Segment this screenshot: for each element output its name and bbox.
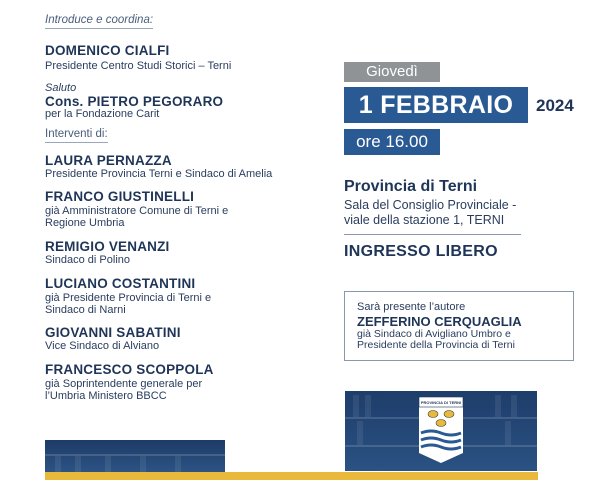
author-role: Presidente della Provincia di Terni — [357, 339, 515, 351]
time-badge: ore 16.00 — [344, 129, 440, 155]
speaker-name: REMIGIO VENANZI — [45, 239, 170, 254]
author-role: già Sindaco di Avigliano Umbro e — [357, 328, 511, 340]
venue-title: Provincia di Terni — [344, 178, 478, 195]
intro-label: Introduce e coordina: — [45, 14, 153, 29]
divider — [344, 234, 521, 235]
speaker-role: già Amministratore Comune di Terni e — [45, 205, 229, 217]
interventi-label: Interventi di: — [45, 128, 108, 143]
speaker-role: Sindaco di Narni — [45, 304, 126, 316]
moderator-name: DOMENICO CIALFI — [45, 43, 170, 58]
speaker-name: LUCIANO COSTANTINI — [45, 276, 196, 291]
speaker-role: già Soprintendente generale per — [45, 378, 203, 390]
speaker-name: LAURA PERNAZZA — [45, 153, 172, 168]
venue-line: viale della stazione 1, TERNI — [344, 213, 505, 227]
author-intro: Sarà presente l’autore — [357, 301, 466, 313]
moderator-role: Presidente Centro Studi Storici – Terni — [45, 60, 232, 72]
speaker-name: GIOVANNI SABATINI — [45, 325, 181, 340]
year-label: 2024 — [536, 96, 574, 115]
speaker-role: Regione Umbria — [45, 217, 125, 229]
day-badge: Giovedì — [344, 62, 440, 82]
venue-line: Sala del Consiglio Provinciale - — [344, 198, 517, 212]
saluto-label: Saluto — [45, 82, 77, 94]
speaker-role: Presidente Provincia Terni e Sindaco di Amelia — [45, 168, 273, 180]
speaker-role: l’Umbria Ministero BBCC — [45, 390, 167, 402]
crest-text: PROVINCIA DI TERNI — [420, 400, 462, 405]
greeting-role: per la Fondazione Carit — [45, 108, 160, 120]
speaker-role: Sindaco di Polino — [45, 254, 131, 266]
author-box — [344, 291, 574, 361]
speaker-name: FRANCO GIUSTINELLI — [45, 189, 195, 204]
author-name: ZEFFERINO CERQUAGLIA — [357, 314, 522, 329]
speaker-name: FRANCESCO SCOPPOLA — [45, 362, 214, 377]
bookshelf-image-left — [45, 440, 225, 473]
date-banner: 1 FEBBRAIO — [344, 87, 528, 123]
footer-bar — [45, 472, 538, 480]
speaker-role: Vice Sindaco di Alviano — [45, 340, 160, 352]
greeting-name: Cons. PIETRO PEGORARO — [45, 94, 224, 109]
speaker-role: già Presidente Provincia di Terni e — [45, 292, 212, 304]
bookshelf-image-right — [345, 391, 537, 471]
entry-label: INGRESSO LIBERO — [344, 243, 498, 260]
province-crest-icon — [417, 395, 465, 467]
